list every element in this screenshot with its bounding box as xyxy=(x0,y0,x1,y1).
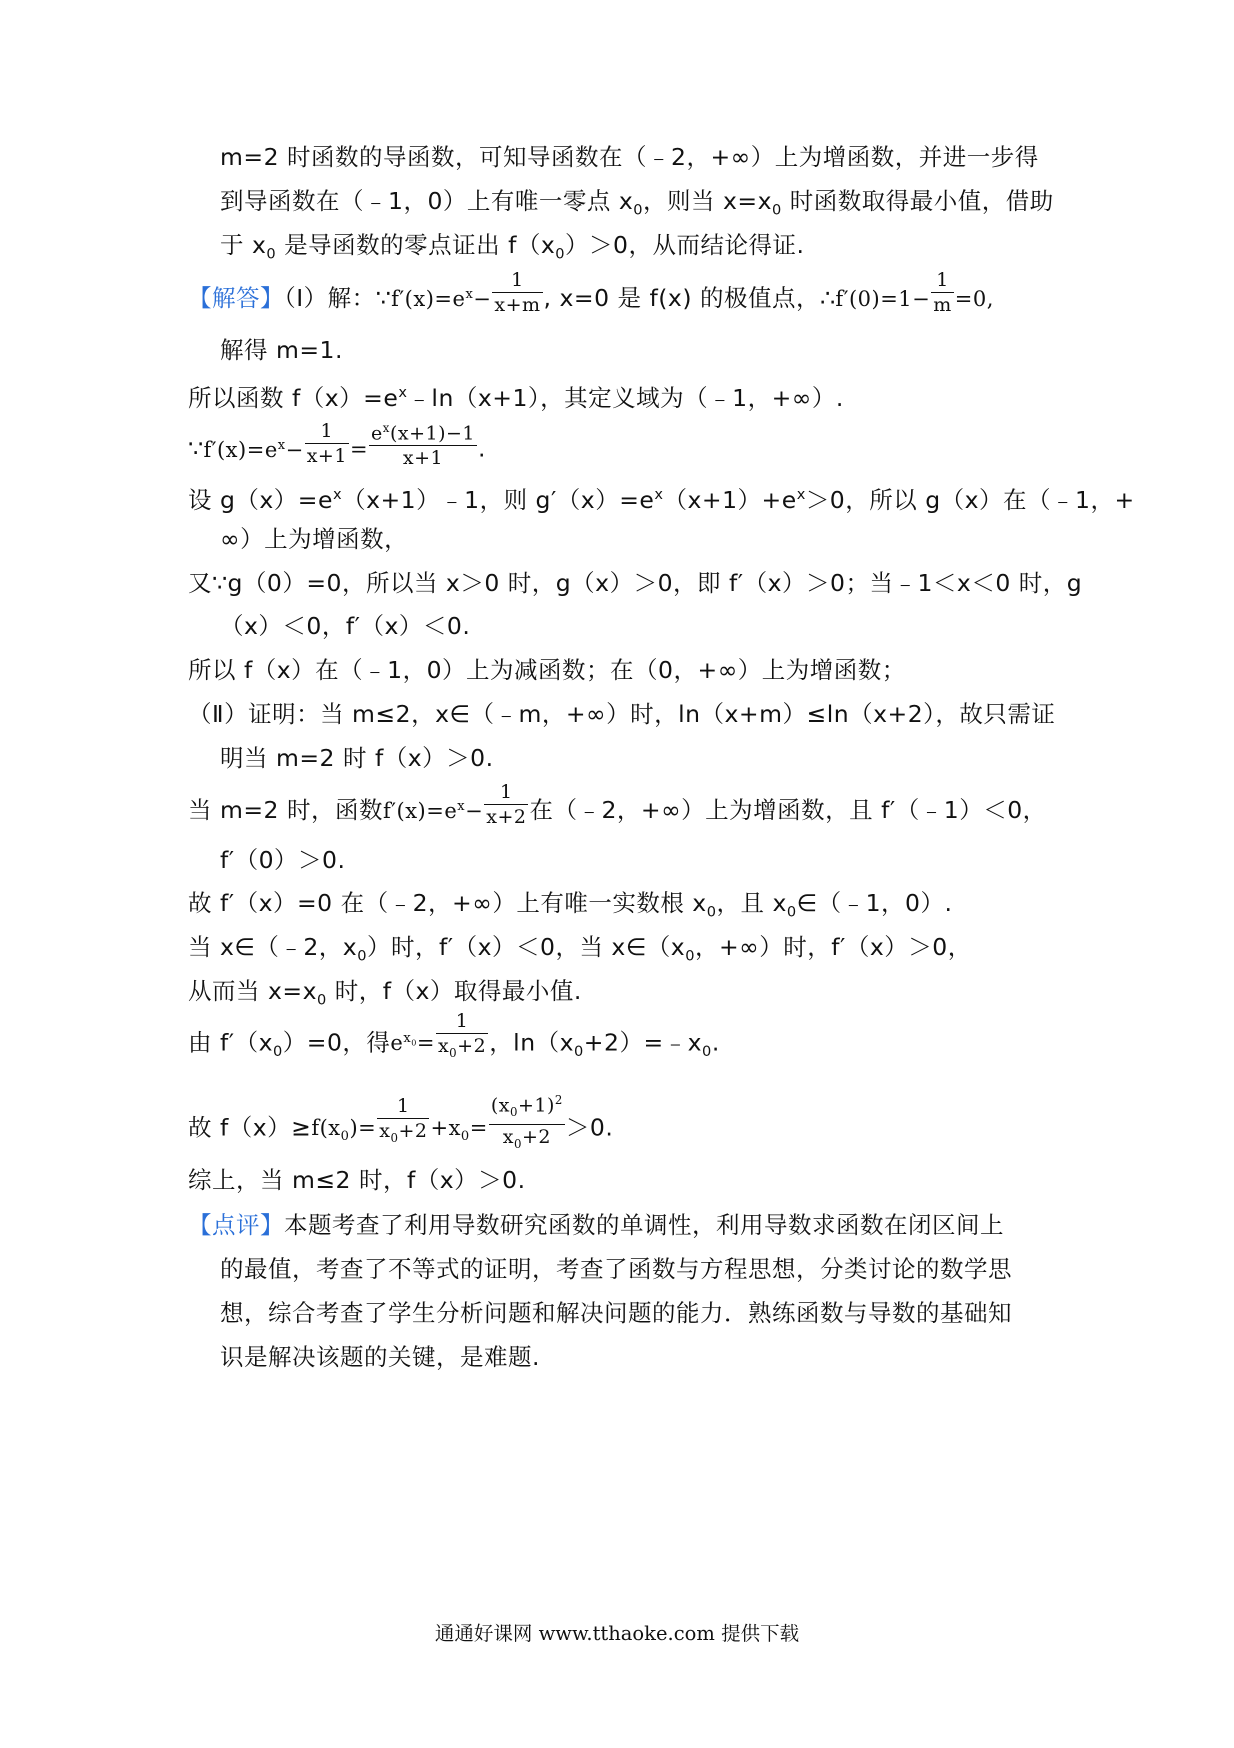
fraction: $\frac{(x_0+1)^2}{x_0+2}$ xyxy=(489,1088,565,1156)
fraction: $\frac{1}{x_0+2}$ xyxy=(377,1094,429,1150)
answer-tag: 【解答】 xyxy=(188,284,284,312)
fraction: $\frac{1}{x_0+2}$ xyxy=(436,1009,488,1065)
text-line: 到导函数在（﹣1，0）上有唯一零点 $x_0$，则当 $x=x_0$ 时函数取得最小值，借助 xyxy=(220,187,1054,219)
fraction: $\frac{e^x(x+1)-1}{x+1}$ xyxy=(371,421,475,470)
text-line: ∞）上为增函数， xyxy=(220,525,409,553)
text-line: 所以 f（x）在（﹣1，0）上为减函数；在（0，+∞）上为增函数； xyxy=(188,656,906,684)
text-line: 又∵g（0）=0，所以当 x＞0 时，g（x）＞0，即 f′（x）＞0；当﹣1＜x＜0 时，g xyxy=(188,569,1083,597)
fraction: $\frac{1}{m}$ xyxy=(933,269,952,316)
comment-heading-line: 【点评】本题考查了利用导数研究函数的单调性，利用导数求函数在闭区间上 xyxy=(188,1211,1004,1239)
formula: $f(x_0)=$ xyxy=(311,1116,377,1145)
page-footer: 通通好课网 www.tthaoke.com 提供下载 xyxy=(434,1622,800,1645)
formula: f′(0)=1− xyxy=(835,287,931,311)
fraction: $\frac{1}{x+m}$ xyxy=(494,269,541,316)
formula: $f'(x)=e^x-$ xyxy=(382,799,484,823)
text-line: 故 f′（x）=0 在（﹣2，+∞）上有唯一实数根 $x_0$，且 $x_0\in(﹣1$，0）. xyxy=(188,889,953,921)
text-line: f′（0）＞0. xyxy=(220,846,346,874)
text-line: 设 $g(x)=e^x(x+1)﹣1$，则 $g'(x)=e^x(x+1)+e^x>0$，所以 g（x）在（﹣1，+ xyxy=(188,485,1135,514)
text-line: m=2 时函数的导函数，可知导函数在（﹣2，+∞）上为增函数，并进一步得 xyxy=(220,143,1039,171)
text-line: 识是解决该题的关键，是难题. xyxy=(220,1343,540,1371)
formula: $e^{x_0}=$ xyxy=(390,1031,435,1056)
text-line: 的最值，考查了不等式的证明，考查了函数与方程思想，分类讨论的数学思 xyxy=(220,1255,1012,1283)
text-line: 于 $x_0$ 是导函数的零点证出 $f(x_0)>0$，从而结论得证. xyxy=(220,231,805,263)
text-line: 当 m=2 时，函数$f'(x)=e^x-$ $\frac{1}{x+2}$ 在（﹣2，+∞）上为增函数，且 f′（﹣1）＜0， xyxy=(188,781,1047,828)
text-line: 综上，当 m≤2 时，f（x）＞0. xyxy=(188,1166,526,1194)
text-line: （x）＜0，f′（x）＜0. xyxy=(220,612,471,640)
formula: $+x_0=$ xyxy=(430,1116,488,1145)
text-line: 由 $f'(x_0)=0$，得$e^{x_0}=$ $\frac{1}{x_0+2}$ ，$\ln(x_0+2)=﹣x_0$. xyxy=(188,1023,720,1067)
solution-heading-line: 【解答】（Ⅰ）解：$\because f'(x)=e^x-$ $\frac{1}{x+m}$ , x=0 是 f(x) 的极值点，∴f′(0)=1− $\frac{1}{m}$ =0, xyxy=(188,269,994,316)
formula: $f'(x)=e^x-$ xyxy=(203,437,304,462)
text-line: 解得 m=1. xyxy=(220,336,343,364)
fraction: $\frac{1}{x+2}$ xyxy=(486,781,527,828)
text-line: 明当 m=2 时 f（x）＞0. xyxy=(220,744,494,772)
text-line: 从而当 $x=x_0$ 时，f（x）取得最小值. xyxy=(188,977,582,1009)
comment-tag: 【点评】 xyxy=(188,1211,284,1239)
text-line: 故 $f(x)\ge f(x_0)=$ $\frac{1}{x_0+2}$ $+x_0=$ $\frac{(x_0+1)^2}{x_0+2}$ ＞0. xyxy=(188,1102,613,1156)
formula: $f'(x)=e^x-$ xyxy=(391,287,492,311)
text-line: 当 x∈（﹣2，$x_0$）时，f′（x）＜0，当 $x\in(x_0$，+∞）时，f′（x）＞0， xyxy=(188,933,972,965)
fraction: $\frac{1}{x+1}$ xyxy=(306,419,347,467)
text-line: 想，综合考查了学生分析问题和解决问题的能力．熟练函数与导数的基础知 xyxy=(220,1299,1012,1327)
text-line: 所以函数 $f(x)=e^x﹣\ln(x+1)$，其定义域为（﹣1，+∞）. xyxy=(188,383,844,412)
text-line: （Ⅱ）证明：当 m≤2，x∈（﹣m，+∞）时，ln（x+m）≤ln（x+2），故只需证 xyxy=(188,700,1056,728)
text-line: $\because f'(x)=e^x-$ $\frac{1}{x+1}$ = $\frac{e^x(x+1)-1}{x+1}$ . xyxy=(188,430,486,470)
